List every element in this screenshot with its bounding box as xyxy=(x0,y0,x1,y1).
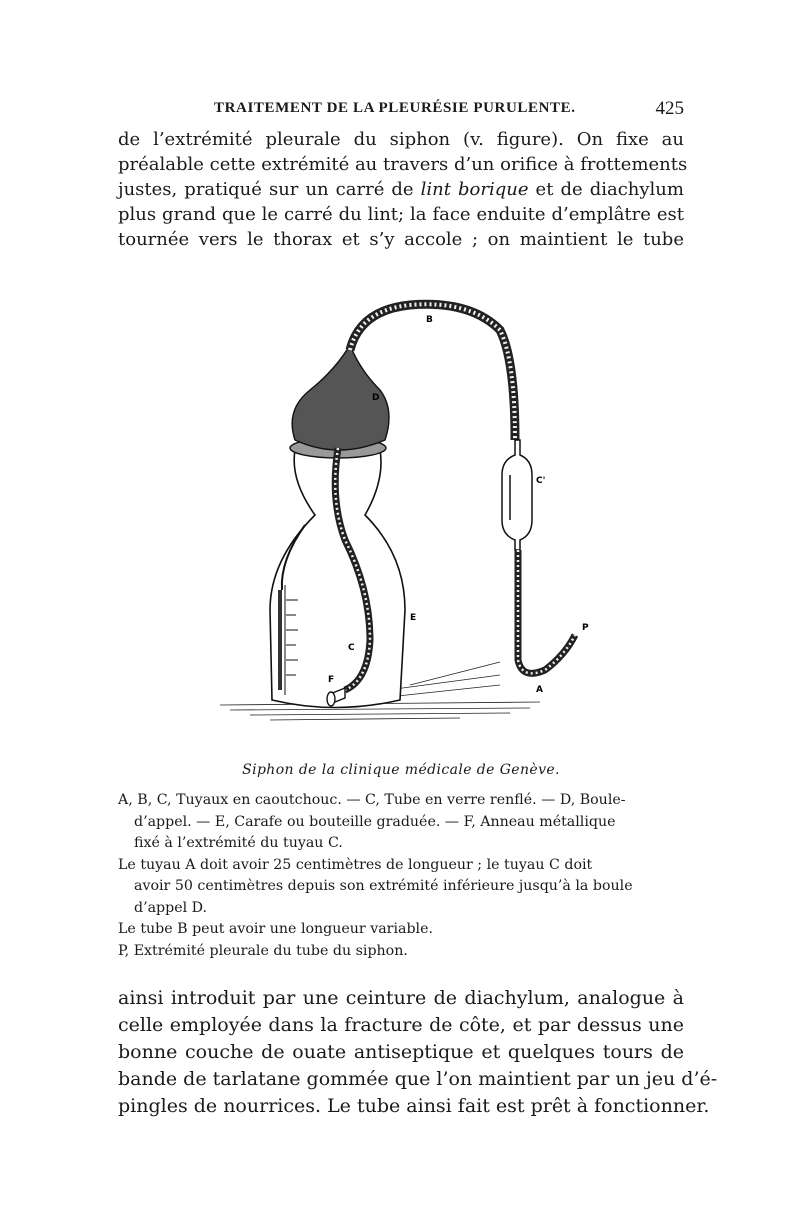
text-line: bonne couche de ouate antiseptique et quelques tours de xyxy=(118,1041,684,1063)
text-line: pingles de nourrices. Le tube ainsi fait est prêt à fonctionner. xyxy=(118,1095,710,1117)
tube-A xyxy=(518,550,575,673)
text-line: bande de tarlatane gommée que l’on maintient par un jeu d’é- xyxy=(118,1068,718,1090)
legend-line: fixé à l’extrémité du tuyau C. xyxy=(134,835,343,851)
glass-tube-C-prime xyxy=(502,440,532,550)
text-line: ainsi introduit par une ceinture de diachylum, analogue à xyxy=(118,987,684,1009)
siphon-engraving xyxy=(210,290,610,760)
legend-line: Le tuyau A doit avoir 25 centimètres de longueur ; le tuyau C doit xyxy=(118,856,593,873)
text-line: préalable cette extrémité au travers d’un orifice à frottements xyxy=(118,154,688,175)
running-title: TRAITEMENT DE LA PLEURÉSIE PURULENTE. xyxy=(214,100,576,116)
figure-legend xyxy=(118,790,688,962)
text-line: tournée vers le thorax et s’y accole ; on maintient le tube xyxy=(118,229,684,250)
legend-line: P, Extrémité pleurale du tube du siphon. xyxy=(118,942,408,959)
text-line: de l’extrémité pleurale du siphon (v. figure). On fixe au xyxy=(118,129,684,150)
text-line: celle employée dans la fracture de côte, et par dessus une xyxy=(118,1014,684,1036)
page-header xyxy=(118,98,684,122)
legend-line: d’appel D. xyxy=(134,899,208,916)
label-F: F xyxy=(328,675,335,685)
legend-line: Le tube B peut avoir une longueur variable. xyxy=(118,921,433,937)
label-C-prime: C' xyxy=(536,476,546,486)
label-A: A xyxy=(536,685,543,695)
paragraph-top xyxy=(118,127,688,252)
text-fragment: et de diachylum xyxy=(535,179,684,200)
label-P: P xyxy=(582,623,589,633)
label-E: E xyxy=(410,613,417,623)
figure-caption: Siphon de la clinique médicale de Genève. xyxy=(242,762,560,778)
italic-term: lint borique xyxy=(420,179,529,200)
label-D: D xyxy=(372,393,380,403)
text-line xyxy=(118,177,684,202)
legend-line: avoir 50 centimètres depuis son extrémité inférieure jusqu’à la boule xyxy=(134,878,633,894)
siphon-figure xyxy=(210,290,610,760)
paragraph-bottom xyxy=(118,985,718,1120)
legend-line: A, B, C, Tuyaux en caoutchouc. — C, Tube en verre renflé. — D, Boule- xyxy=(118,792,626,808)
text-fragment: justes, pratiqué sur un carré de xyxy=(118,179,414,200)
text-line: plus grand que le carré du lint; la face enduite d’emplâtre est xyxy=(118,204,684,225)
legend-line: d’appel. — E, Carafe ou bouteille graduée. — F, Anneau métallique xyxy=(134,813,616,830)
page-number: 425 xyxy=(655,98,684,119)
label-B: B xyxy=(426,315,433,325)
label-C: C xyxy=(348,643,355,653)
